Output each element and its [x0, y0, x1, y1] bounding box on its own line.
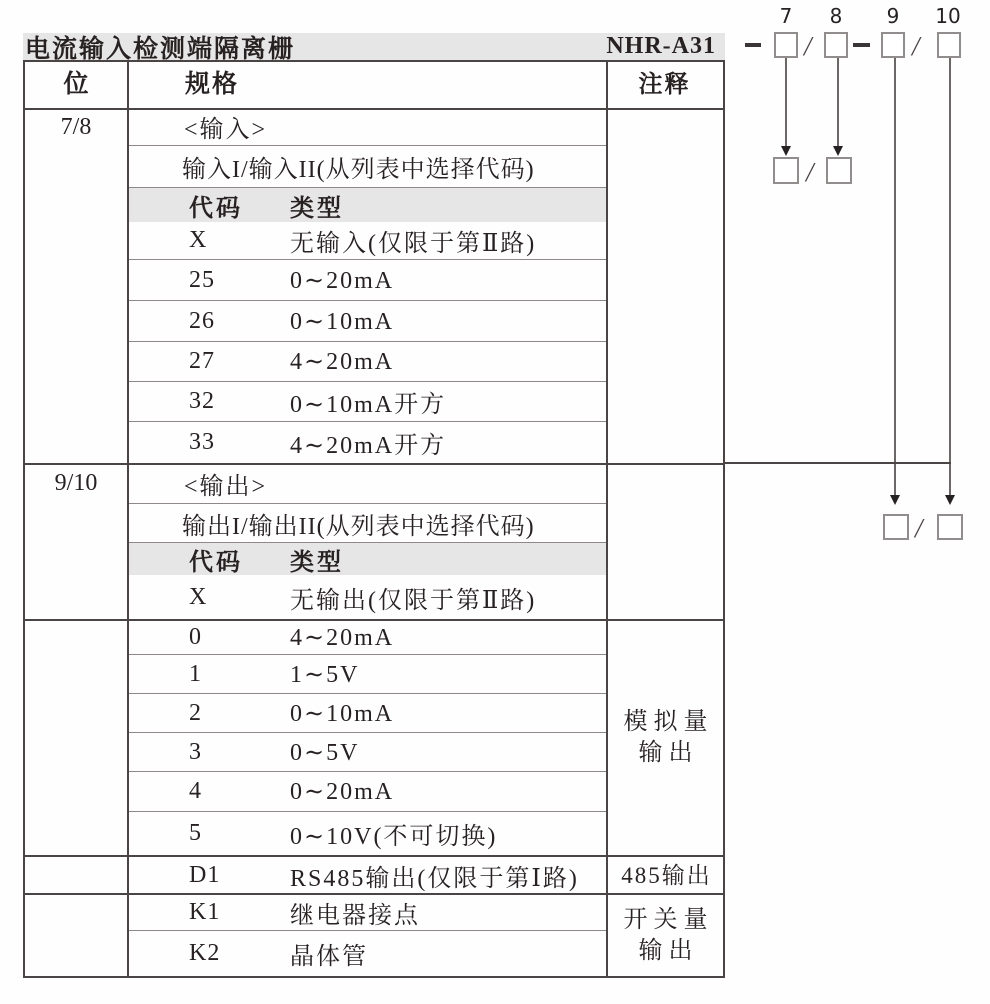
section-7-8-position: 7/8 — [60, 114, 92, 140]
table-row-input-32: 32 0∼10mA开方 — [129, 382, 606, 422]
group-label-output: <输出> — [129, 463, 606, 504]
group-desc-output: 输出I/输出II(从列表中选择代码) — [129, 504, 606, 543]
digit-label-7: 7 — [779, 4, 793, 28]
input-pair-slash: / — [806, 157, 814, 187]
dash-separator-2 — [853, 43, 870, 47]
code-header-output: 代码 类型 — [129, 543, 606, 575]
table-row-output-k1: K1 继电器接点 — [129, 895, 606, 931]
table-row-output-x: X 无输出(仅限于第Ⅱ路) — [189, 583, 537, 614]
model-code: NHR-A31 — [606, 33, 716, 59]
table-row-input-26: 26 0∼10mA — [129, 301, 606, 342]
header-spec: 规格 — [185, 71, 240, 98]
digit-label-8: 8 — [829, 4, 843, 28]
note-485-output: 485输出 — [621, 862, 712, 888]
note-analog-output: 模拟量 输出 — [623, 709, 714, 766]
digit-label-10: 10 — [935, 4, 961, 28]
section-9-10-position: 9/10 — [54, 470, 98, 496]
table-row-output-1: 1 1∼5V — [129, 655, 606, 694]
header-note: 注释 — [638, 72, 691, 98]
group-desc-input: 输入I/输入II(从列表中选择代码) — [129, 146, 606, 188]
code-box-10 — [937, 32, 961, 58]
code-box-9 — [881, 32, 905, 58]
page-title: 电流输入检测端隔离栅 — [25, 35, 296, 63]
output-pair-slash: / — [915, 513, 923, 543]
selection-table — [23, 60, 725, 978]
table-row-output-3: 3 0∼5V — [129, 733, 606, 772]
input-code-box-2 — [826, 157, 852, 184]
code-box-7 — [774, 32, 798, 58]
table-row-output-4: 4 0∼20mA — [129, 772, 606, 812]
table-row-output-d1: D1 RS485输出(仅限于第Ⅰ路) — [189, 861, 579, 892]
arrow-head-8 — [833, 146, 843, 156]
table-row-output-k2: K2 晶体管 — [189, 940, 368, 970]
arrow-line-10 — [949, 58, 951, 496]
arrow-head-7 — [781, 146, 791, 156]
note-switch-output: 开关量 输出 — [623, 906, 714, 964]
code-box-8 — [824, 32, 848, 58]
output-code-box-1 — [883, 514, 909, 540]
arrow-head-10 — [945, 495, 955, 505]
arrow-line-8 — [837, 58, 839, 147]
table-row-output-5: 5 0∼10V(不可切换) — [189, 820, 498, 850]
slash-separator-1: / — [804, 31, 812, 61]
group-label-input: <输入> — [129, 108, 606, 146]
table-row-input-25: 25 0∼20mA — [129, 260, 606, 301]
arrow-head-9 — [890, 495, 900, 505]
header-pos: 位 — [63, 71, 89, 98]
table-row-input-33: 33 4∼20mA开方 — [189, 429, 447, 459]
section-connector-line — [725, 462, 951, 464]
title-bar — [23, 33, 725, 63]
arrow-line-9 — [894, 58, 896, 496]
dash-separator-1 — [745, 43, 761, 47]
slash-separator-2: / — [912, 31, 920, 61]
digit-label-9: 9 — [886, 4, 900, 28]
table-row-input-x: X 无输入(仅限于第Ⅱ路) — [129, 222, 606, 260]
table-row-output-2: 2 0∼10mA — [129, 694, 606, 733]
output-code-box-2 — [937, 514, 963, 540]
arrow-line-7 — [785, 58, 787, 147]
table-row-output-0: 0 4∼20mA — [129, 621, 606, 655]
input-code-box-1 — [773, 157, 799, 184]
code-header-input: 代码 类型 — [129, 188, 606, 222]
table-row-input-27: 27 4∼20mA — [129, 342, 606, 382]
